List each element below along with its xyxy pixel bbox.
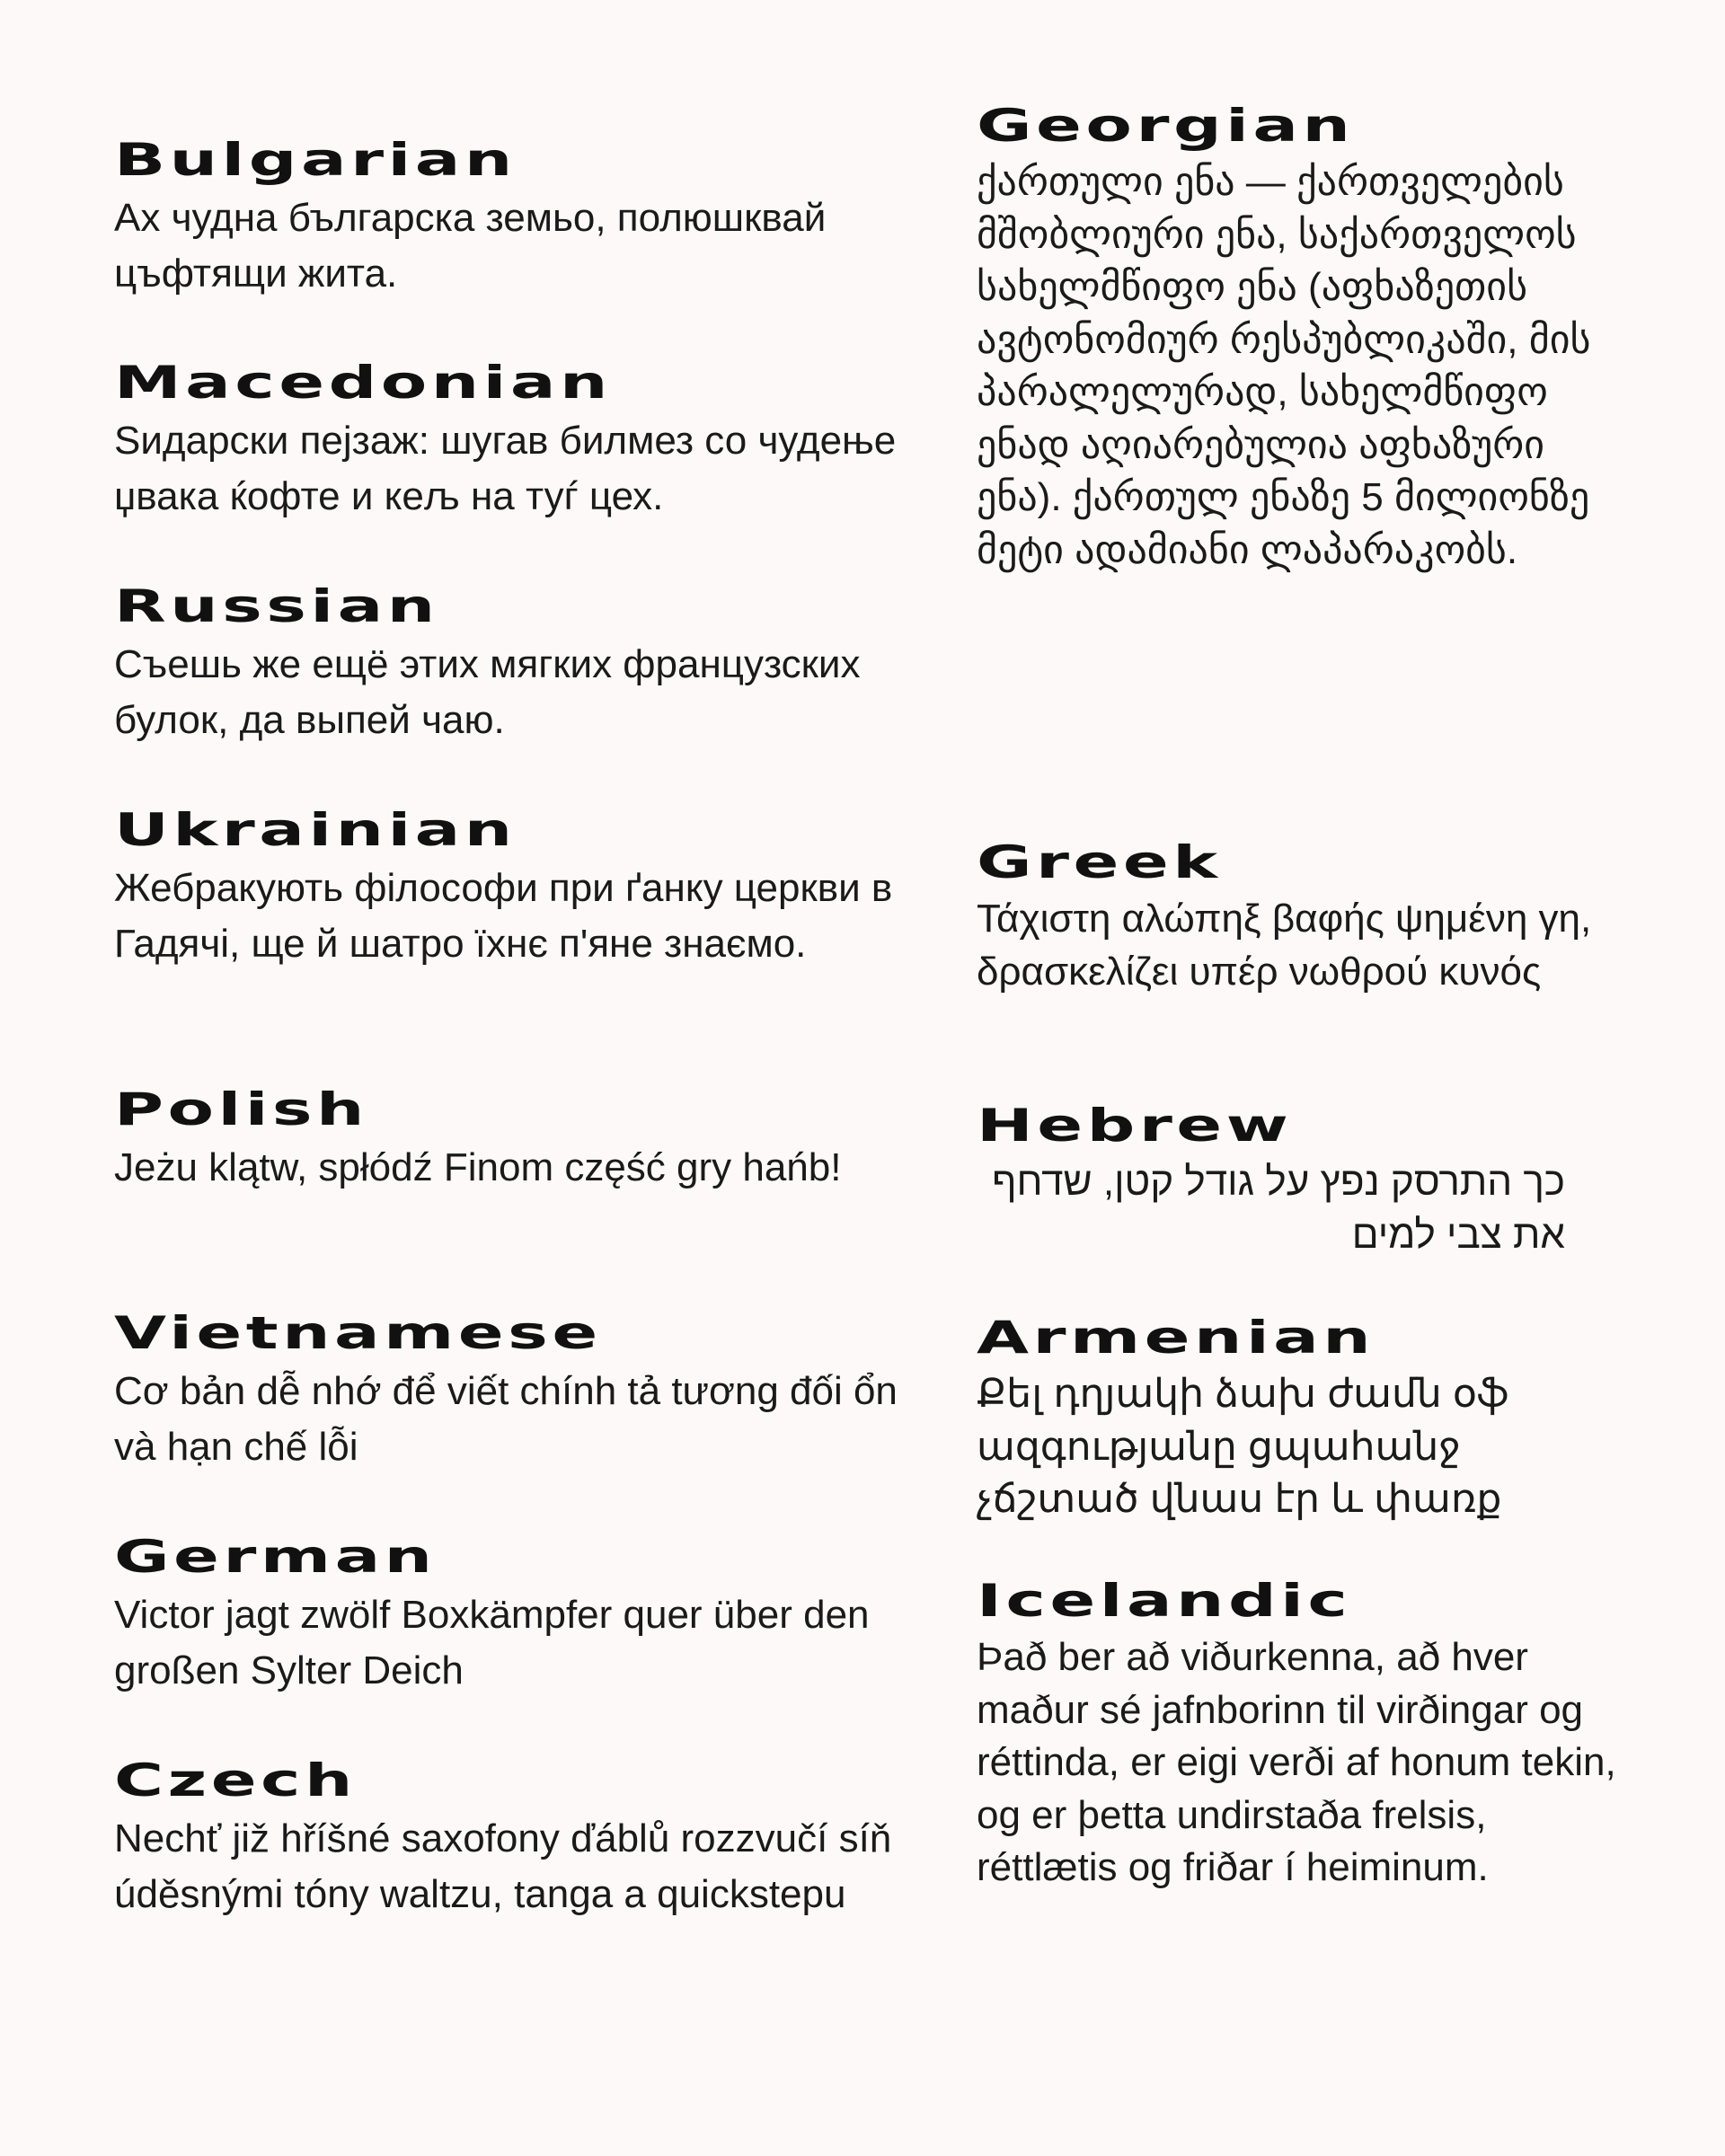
language-block-ukrainian	[114, 805, 923, 972]
pangram-text: Жебракують філософи при ґанку церкви в Гадячі, ще й шатро їхнє п'яне знаємо.	[114, 866, 893, 966]
pangram-text: Քել դղյակի ձախ ժամն օֆ ազգությանը ցպահանջ չճշտած վնաս էր և փառք	[977, 1372, 1509, 1521]
pangram-text: Það ber að viðurkenna, að hver maður sé jafnborinn til virðingar og réttinda, er eigi verði af honum tekin, og er þetta undirstaða frelsis, réttlætis og friðar í heiminum.	[977, 1635, 1616, 1889]
language-heading: Vietnamese	[114, 1307, 602, 1359]
pangram-text: Cơ bản dễ nhớ để viết chính tả tương đối ổn và hạn chế lỗi	[114, 1369, 898, 1469]
language-heading: Czech	[114, 1754, 357, 1807]
language-heading: Armenian	[977, 1312, 1376, 1364]
language-block-bulgarian	[114, 135, 923, 302]
language-block-macedonian	[114, 358, 923, 525]
language-block-hebrew	[977, 1100, 1623, 1261]
language-block-armenian	[977, 1312, 1623, 1526]
language-heading: Polish	[114, 1083, 368, 1135]
language-heading: Ukrainian	[114, 804, 517, 856]
pangram-text: ქართული ენა — ქართველების მშობლიური ენა, საქართველოს სახელმწიფო ენა (აფხაზეთის ავტონომიურ რესპუბლიკაში, მის პარალელურად, სახელმწიფო ენად აღიარებულია აფხაზური ენა). ქართულ ენაზე 5 მილიონზე მეტი ადამიანი ლაპარაკობს.	[977, 160, 1591, 572]
language-heading: German	[114, 1531, 437, 1583]
pangram-text: Victor jagt zwölf Boxkämpfer quer über den großen Sylter Deich	[114, 1593, 870, 1692]
pangram-text: Τάχιστη αλώπηξ βαφής ψημένη γη, δρασκελίζει υπέρ νωθρού κυνός	[977, 897, 1592, 994]
language-block-icelandic	[977, 1576, 1623, 1895]
pangram-text: Ах чудна българска земьо, полюшквай цъфтящи жита.	[114, 196, 827, 296]
pangram-text: Jeżu klątw, spłódź Finom część gry hańb!	[114, 1145, 842, 1189]
language-heading: Macedonian	[114, 357, 612, 409]
pangram-text: Ѕидарски пејзаж: шугав билмез со чудење џвака ќофте и кељ на туѓ цех.	[114, 419, 897, 518]
pangram-text: כך התרסק נפץ על גודל קטן, שדחף את צבי למים	[992, 1160, 1565, 1257]
language-heading: Bulgarian	[114, 134, 517, 186]
language-block-czech	[114, 1755, 923, 1922]
pangram-text: Съешь же ещё этих мягких французских булок, да выпей чаю.	[114, 642, 861, 742]
language-heading: Icelandic	[977, 1575, 1352, 1627]
language-block-greek	[977, 837, 1623, 998]
language-block-georgian	[977, 101, 1623, 577]
language-heading: Greek	[977, 836, 1222, 888]
language-block-german	[114, 1532, 923, 1699]
pangram-text: Nechť již hříšné saxofony ďáblů rozzvučí síň úděsnými tóny waltzu, tanga a quickstepu	[114, 1816, 892, 1916]
language-block-vietnamese	[114, 1308, 923, 1475]
language-block-polish	[114, 1084, 923, 1196]
language-block-russian	[114, 581, 923, 748]
language-heading: Hebrew	[977, 1100, 1293, 1152]
language-heading: Russian	[114, 580, 439, 632]
language-heading: Georgian	[977, 100, 1355, 152]
